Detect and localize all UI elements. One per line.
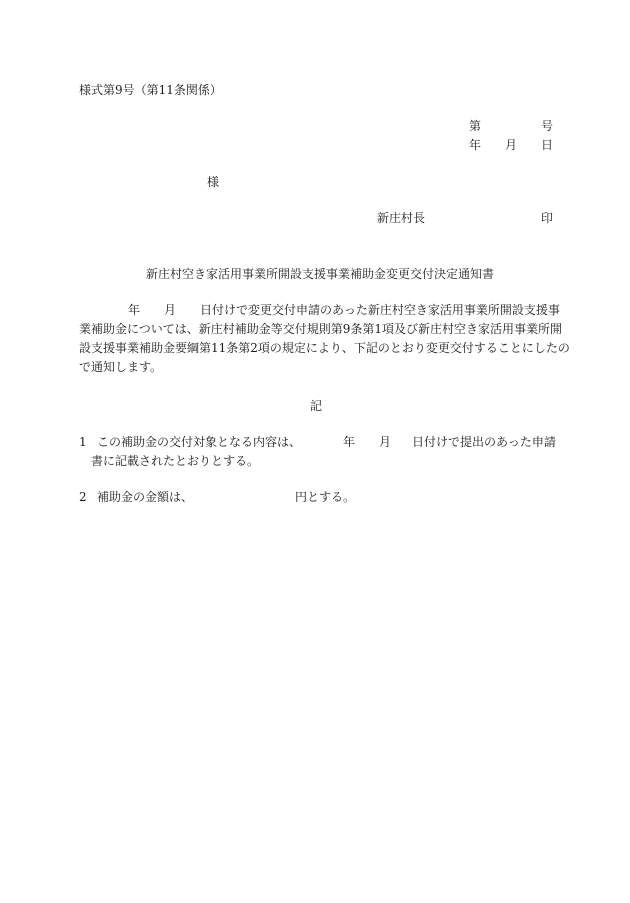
body-month: 月	[164, 303, 177, 317]
sender-name: 新庄村長	[377, 211, 426, 225]
date-day: 日	[541, 138, 554, 152]
item-2-number: 2	[79, 490, 87, 504]
date-month: 月	[505, 138, 518, 152]
addressee-suffix: 様	[207, 175, 220, 189]
item-1-line-2: 書に記載されたとおりとする。	[91, 454, 260, 468]
item-2-text-a: 補助金の金額は、	[97, 490, 194, 504]
item-1-text-b: 日付けで提出のあった申請	[412, 435, 556, 449]
body-line-3: 設支援事業補助金要綱第11条第2項の規定により、下記のとおり変更交付することにしたの	[79, 341, 570, 355]
item-1-text-a: この補助金の交付対象となる内容は、	[97, 435, 302, 449]
body-line-2: 業補助金については、新庄村補助金等交付規則第9条第1項及び新庄村空き家活用事業所開	[79, 322, 563, 336]
ki-heading: 記	[310, 399, 323, 413]
item-2-text-b: 円とする。	[295, 490, 356, 504]
number-dai: 第	[469, 119, 482, 133]
item-1-month: 月	[379, 435, 392, 449]
seal-mark: 印	[541, 211, 554, 225]
date-year: 年	[469, 138, 482, 152]
body-year: 年	[128, 303, 141, 317]
document-title: 新庄村空き家活用事業所開設支援事業補助金変更交付決定通知書	[146, 267, 495, 281]
form-label: 様式第9号（第11条関係）	[79, 83, 222, 97]
item-1-number: 1	[79, 435, 87, 449]
number-go: 号	[541, 119, 554, 133]
body-line-4: で通知します。	[79, 360, 163, 374]
item-1-year: 年	[343, 435, 356, 449]
body-line-1: 日付けで変更交付申請のあった新庄村空き家活用事業所開設支援事	[200, 303, 560, 317]
